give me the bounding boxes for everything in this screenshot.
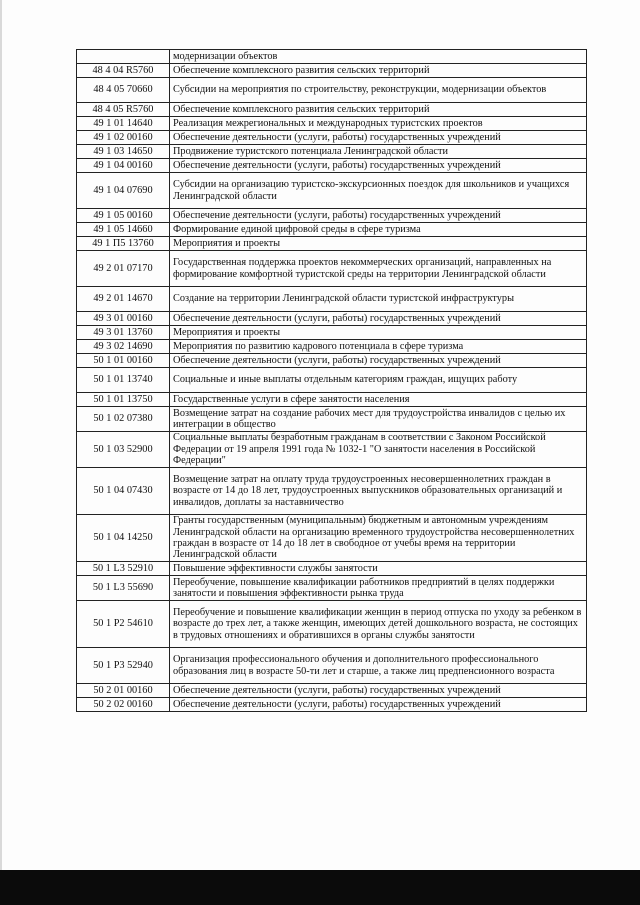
row-code: 49 1 04 07690 bbox=[77, 173, 170, 209]
row-code: 50 1 P2 54610 bbox=[77, 601, 170, 648]
row-name: Государственная поддержка проектов некоммерческих организаций, направленных на формирование комфортной туристской среды на территории Ленинградской области bbox=[170, 251, 587, 287]
table-row bbox=[77, 515, 587, 562]
row-name: Социальные выплаты безработным гражданам в соответствии с Законом Российской Федерации от 19 апреля 1991 года № 1032-1 "О занятости населения в Российской Федерации" bbox=[170, 432, 587, 468]
table-row bbox=[77, 648, 587, 684]
table-row bbox=[77, 407, 587, 432]
row-code: 50 1 01 13740 bbox=[77, 368, 170, 393]
table-row bbox=[77, 684, 587, 698]
row-name: Обеспечение комплексного развития сельских территорий bbox=[170, 64, 587, 78]
row-code: 50 1 04 14250 bbox=[77, 515, 170, 562]
table-row bbox=[77, 223, 587, 237]
row-name: Продвижение туристского потенциала Ленинградской области bbox=[170, 145, 587, 159]
row-code: 48 4 05 70660 bbox=[77, 78, 170, 103]
row-name: Обеспечение деятельности (услуги, работы) государственных учреждений bbox=[170, 131, 587, 145]
table-row bbox=[77, 354, 587, 368]
row-name: Мероприятия по развитию кадрового потенциала в сфере туризма bbox=[170, 340, 587, 354]
table-row bbox=[77, 78, 587, 103]
table-row bbox=[77, 562, 587, 576]
table-row bbox=[77, 159, 587, 173]
row-name: Организация профессионального обучения и дополнительного профессионального образования лиц в возрасте 50-ти лет и старше, а также лиц предпенсионного возраста bbox=[170, 648, 587, 684]
row-code: 49 1 04 00160 bbox=[77, 159, 170, 173]
row-code: 49 2 01 07170 bbox=[77, 251, 170, 287]
row-code: 49 1 02 00160 bbox=[77, 131, 170, 145]
row-code: 50 1 04 07430 bbox=[77, 468, 170, 515]
table-row bbox=[77, 698, 587, 712]
row-code: 49 2 01 14670 bbox=[77, 287, 170, 312]
row-code: 50 1 01 00160 bbox=[77, 354, 170, 368]
row-code: 49 1 05 14660 bbox=[77, 223, 170, 237]
row-name: Субсидии на организацию туристско-экскурсионных поездок для школьников и учащихся Ленинградской области bbox=[170, 173, 587, 209]
row-code: 49 1 05 00160 bbox=[77, 209, 170, 223]
row-name: Реализация межрегиональных и международных туристских проектов bbox=[170, 117, 587, 131]
row-name: Формирование единой цифровой среды в сфере туризма bbox=[170, 223, 587, 237]
row-code: 50 1 L3 52910 bbox=[77, 562, 170, 576]
row-code: 49 3 01 00160 bbox=[77, 312, 170, 326]
row-name: Государственные услуги в сфере занятости населения bbox=[170, 393, 587, 407]
row-code: 50 1 P3 52940 bbox=[77, 648, 170, 684]
table-row bbox=[77, 368, 587, 393]
row-code: 49 3 02 14690 bbox=[77, 340, 170, 354]
row-name: Мероприятия и проекты bbox=[170, 237, 587, 251]
row-code: 50 1 02 07380 bbox=[77, 407, 170, 432]
row-name: Обеспечение комплексного развития сельских территорий bbox=[170, 103, 587, 117]
table-row bbox=[77, 50, 587, 64]
row-name: Обеспечение деятельности (услуги, работы) государственных учреждений bbox=[170, 684, 587, 698]
table-row bbox=[77, 576, 587, 601]
row-name: Переобучение и повышение квалификации женщин в период отпуска по уходу за ребенком в возрасте до трех лет, а также женщин, имеющих детей дошкольного возраста, не состоящих в трудовых отношениях и обратившихся в органы службы занятости bbox=[170, 601, 587, 648]
scan-edge bbox=[0, 0, 2, 870]
table-row bbox=[77, 117, 587, 131]
row-code: 48 4 04 R5760 bbox=[77, 64, 170, 78]
row-code: 50 2 01 00160 bbox=[77, 684, 170, 698]
table-row bbox=[77, 468, 587, 515]
row-code: 49 3 01 13760 bbox=[77, 326, 170, 340]
scan-bottom-band bbox=[0, 870, 640, 905]
row-code bbox=[77, 50, 170, 64]
table-row bbox=[77, 131, 587, 145]
table-row bbox=[77, 64, 587, 78]
table-row bbox=[77, 209, 587, 223]
table-row bbox=[77, 312, 587, 326]
table-row bbox=[77, 173, 587, 209]
row-code: 48 4 05 R5760 bbox=[77, 103, 170, 117]
row-name: Мероприятия и проекты bbox=[170, 326, 587, 340]
table-row bbox=[77, 601, 587, 648]
table-row bbox=[77, 432, 587, 468]
table-row bbox=[77, 340, 587, 354]
row-code: 49 1 01 14640 bbox=[77, 117, 170, 131]
table-row bbox=[77, 393, 587, 407]
row-name: модернизации объектов bbox=[170, 50, 587, 64]
row-code: 50 1 L3 55690 bbox=[77, 576, 170, 601]
row-code: 50 1 03 52900 bbox=[77, 432, 170, 468]
table-row bbox=[77, 251, 587, 287]
row-name: Создание на территории Ленинградской области туристской инфраструктуры bbox=[170, 287, 587, 312]
row-name: Обеспечение деятельности (услуги, работы) государственных учреждений bbox=[170, 354, 587, 368]
table-row bbox=[77, 287, 587, 312]
row-code: 49 1 03 14650 bbox=[77, 145, 170, 159]
row-name: Субсидии на мероприятия по строительству, реконструкции, модернизации объектов bbox=[170, 78, 587, 103]
table-row bbox=[77, 103, 587, 117]
table-row bbox=[77, 145, 587, 159]
row-name: Повышение эффективности службы занятости bbox=[170, 562, 587, 576]
budget-classification-table bbox=[76, 49, 587, 712]
row-name: Возмещение затрат на оплату труда трудоустроенных несовершеннолетних граждан в возрасте от 14 до 18 лет, трудоустроенных выпускников образовательных организаций и инвалидов, доплаты за наставничество bbox=[170, 468, 587, 515]
row-code: 50 1 01 13750 bbox=[77, 393, 170, 407]
row-name: Социальные и иные выплаты отдельным категориям граждан, ищущих работу bbox=[170, 368, 587, 393]
table-row bbox=[77, 326, 587, 340]
row-code: 50 2 02 00160 bbox=[77, 698, 170, 712]
row-code: 49 1 П5 13760 bbox=[77, 237, 170, 251]
row-name: Обеспечение деятельности (услуги, работы) государственных учреждений bbox=[170, 312, 587, 326]
row-name: Обеспечение деятельности (услуги, работы) государственных учреждений bbox=[170, 209, 587, 223]
row-name: Возмещение затрат на создание рабочих мест для трудоустройства инвалидов с целью их интеграции в общество bbox=[170, 407, 587, 432]
row-name: Переобучение, повышение квалификации работников предприятий в целях поддержки занятости и повышения эффективности рынка труда bbox=[170, 576, 587, 601]
row-name: Обеспечение деятельности (услуги, работы) государственных учреждений bbox=[170, 698, 587, 712]
table-row bbox=[77, 237, 587, 251]
row-name: Обеспечение деятельности (услуги, работы) государственных учреждений bbox=[170, 159, 587, 173]
row-name: Гранты государственным (муниципальным) бюджетным и автономным учреждениям Ленинградской области на организацию временного трудоустройства несовершеннолетних граждан в возрасте от 14 до 18 лет в свободное от учебы время на территории Ленинградской области bbox=[170, 515, 587, 562]
